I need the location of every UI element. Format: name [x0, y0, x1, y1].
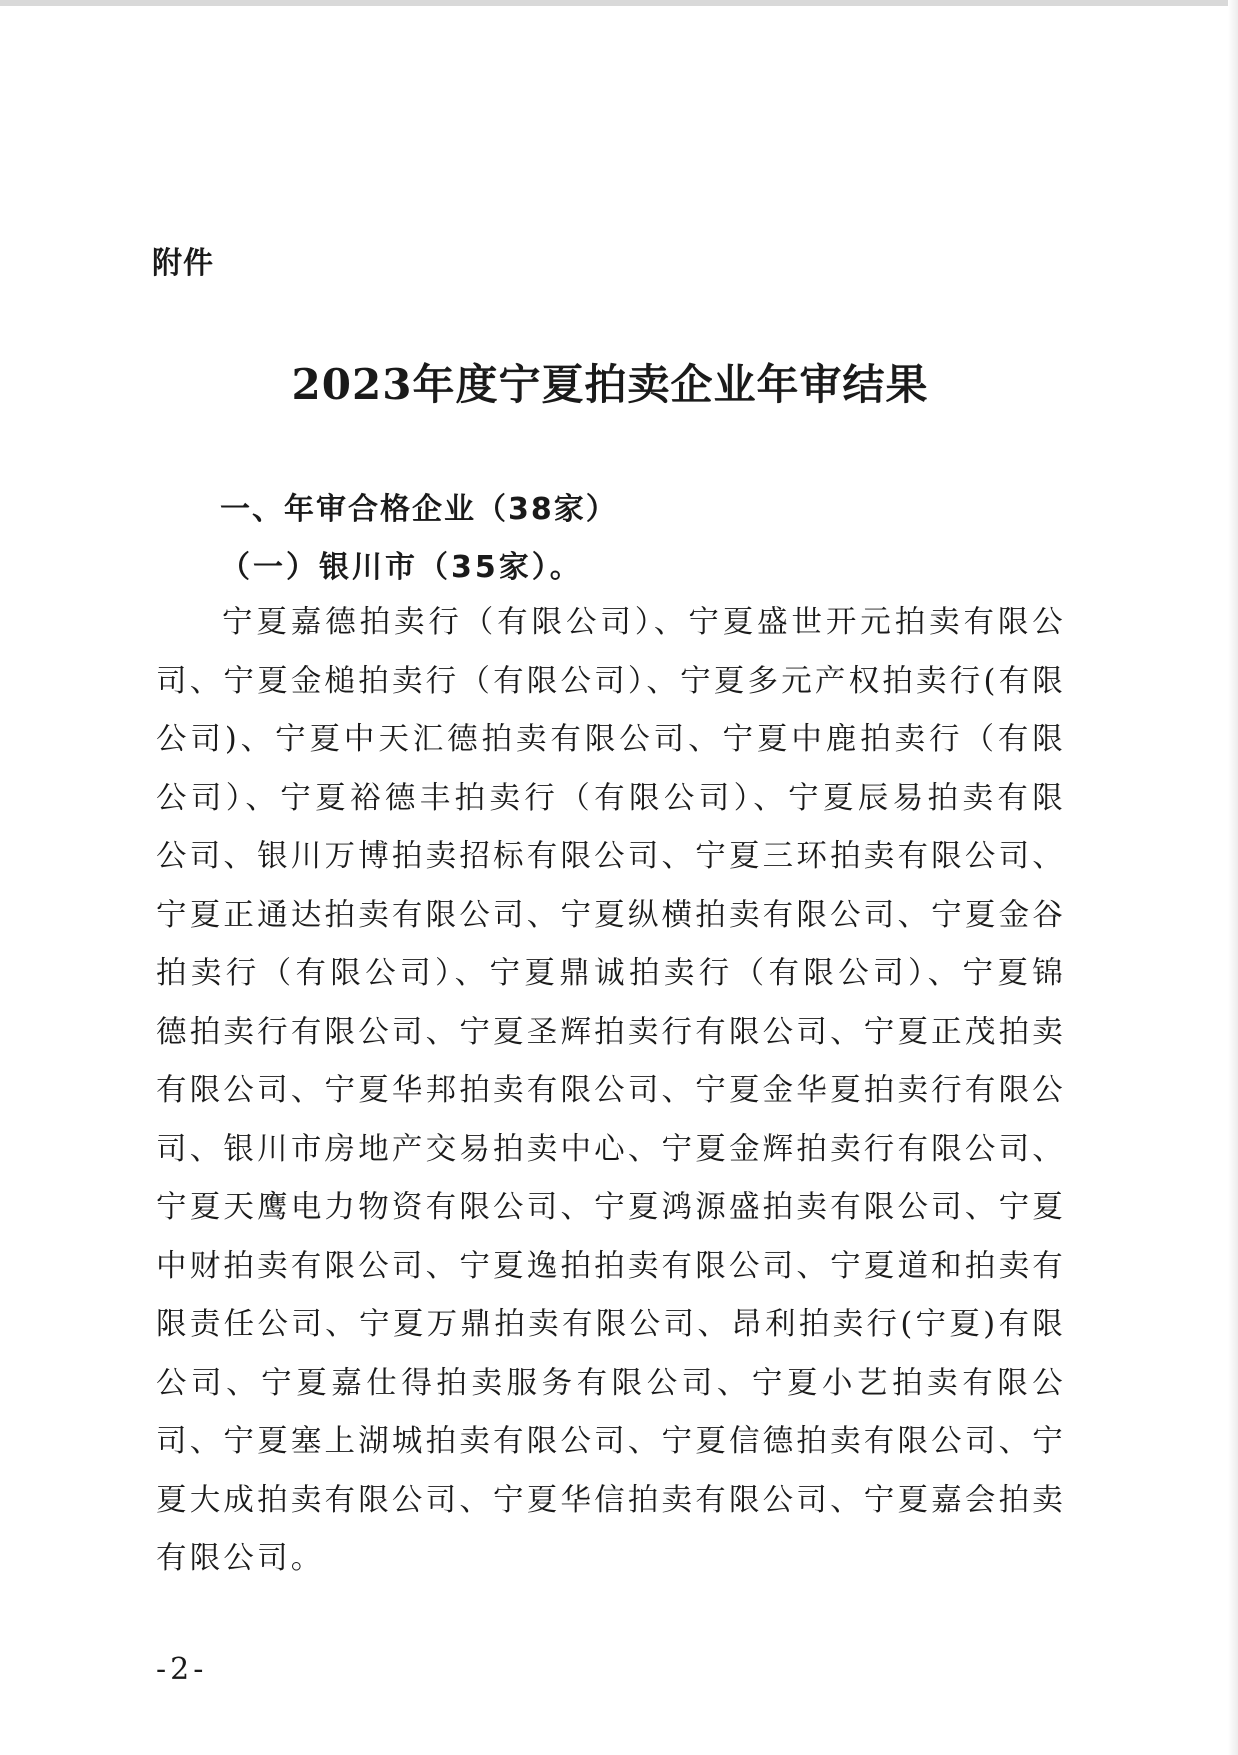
- page-number: -2-: [156, 1652, 208, 1687]
- subsection-heading-yinchuan: （一）银川市（35家）。: [220, 550, 583, 585]
- scan-top-edge: [0, 0, 1238, 6]
- attachment-label: 附件: [152, 246, 214, 281]
- company-list-paragraph: 宁夏嘉德拍卖行（有限公司）、宁夏盛世开元拍卖有限公司、宁夏金槌拍卖行（有限公司）、宁夏多元产权拍卖行(有限公司)、宁夏中天汇德拍卖有限公司、宁夏中鹿拍卖行（有限公司）、宁夏裕德丰拍卖行（有限公司）、宁夏辰易拍卖有限公司、银川万博拍卖招标有限公司、宁夏三环拍卖有限公司、宁夏正通达拍卖有限公司、宁夏纵横拍卖有限公司、宁夏金谷拍卖行（有限公司）、宁夏鼎诚拍卖行（有限公司）、宁夏锦德拍卖行有限公司、宁夏圣辉拍卖行有限公司、宁夏正茂拍卖有限公司、宁夏华邦拍卖有限公司、宁夏金华夏拍卖行有限公司、银川市房地产交易拍卖中心、宁夏金辉拍卖行有限公司、宁夏天鹰电力物资有限公司、宁夏鸿源盛拍卖有限公司、宁夏中财拍卖有限公司、宁夏逸拍拍卖有限公司、宁夏道和拍卖有限责任公司、宁夏万鼎拍卖有限公司、昂利拍卖行(宁夏)有限公司、宁夏嘉仕得拍卖服务有限公司、宁夏小艺拍卖有限公司、宁夏塞上湖城拍卖有限公司、宁夏信德拍卖有限公司、宁夏大成拍卖有限公司、宁夏华信拍卖有限公司、宁夏嘉会拍卖有限公司。: [156, 605, 1066, 1576]
- section-heading-qualified: 一、年审合格企业（38家）: [220, 492, 618, 527]
- scan-right-edge: [1228, 0, 1238, 1755]
- document-title: 2023年度宁夏拍卖企业年审结果: [291, 360, 929, 409]
